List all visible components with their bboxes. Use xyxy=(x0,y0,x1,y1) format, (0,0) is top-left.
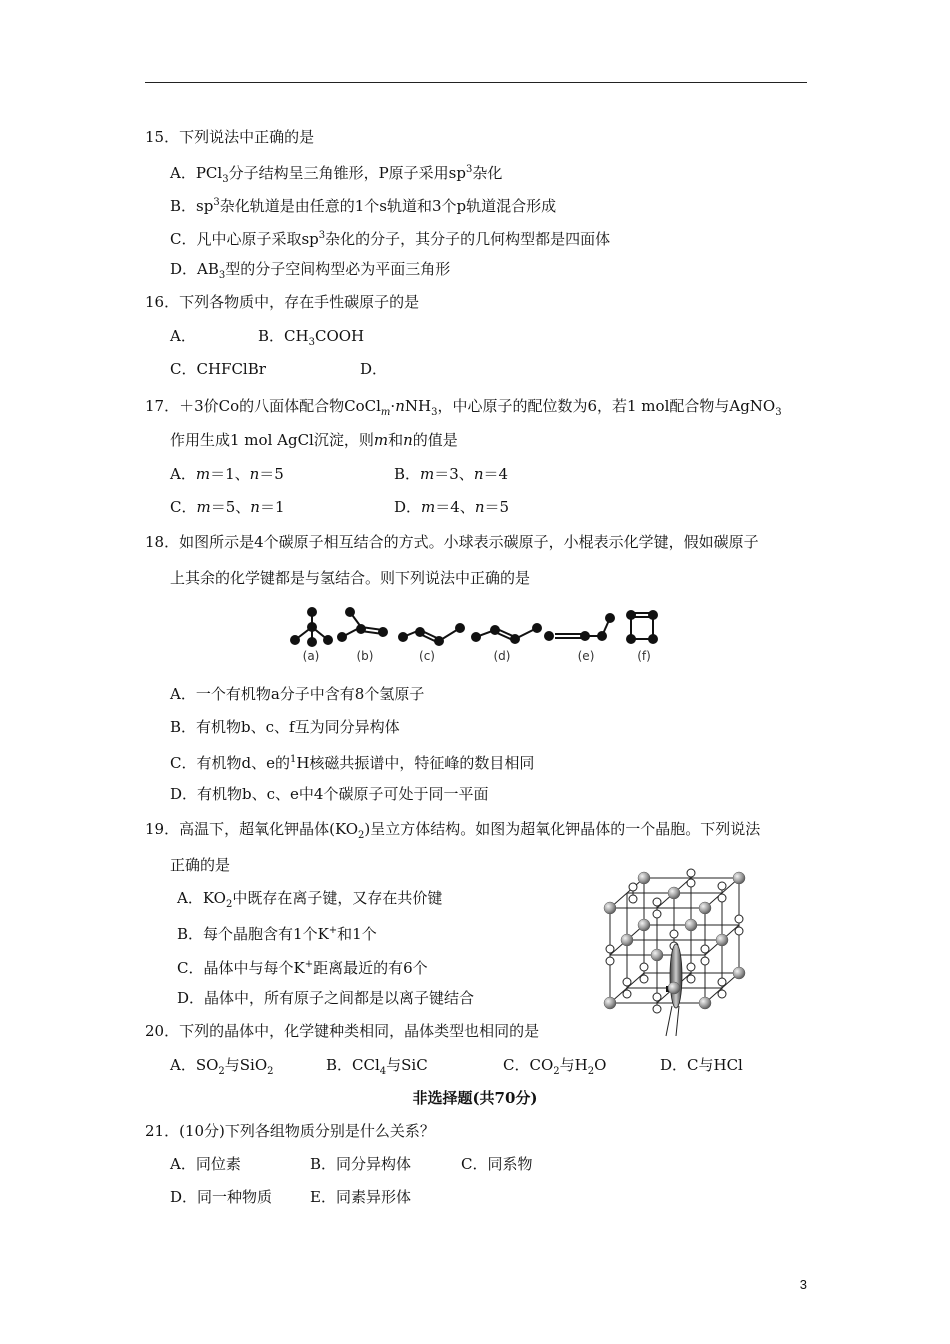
fig-label-d: (d) xyxy=(493,649,511,663)
q19-option-d: D．晶体中，所有原子之间都是以离子键结合 xyxy=(177,989,475,1007)
q19-stem-line2: 正确的是 xyxy=(170,856,231,874)
q20-option-b: B．CCl$_4$与SiC xyxy=(326,1056,428,1077)
q20-option-a: A．$SO_2$与SiO$_2$ xyxy=(170,1056,274,1077)
q15-option-c: C．凡中心原子采取$sp^3$杂化的分子，其分子的几何构型都是四面体 xyxy=(170,230,611,248)
q21-option-d: D．同一种物质 xyxy=(170,1188,273,1206)
q20-option-c: C．$CO_2$与$H_2O$ xyxy=(503,1056,607,1077)
q21-stem: 21．(10分)下列各组物质分别是什么关系？ xyxy=(145,1122,435,1140)
q17-option-a: A．m＝1、n＝5 xyxy=(170,465,284,483)
q18-stem: 18．如图所示是4个碳原子相互结合的方式。小球表示碳原子，小棍表示化学键，假如碳原子 xyxy=(145,533,759,551)
q18-option-a: A．一个有机物a分子中含有8个氢原子 xyxy=(170,685,425,703)
q15-option-d: D．$AB_3$型的分子空间构型必为平面三角形 xyxy=(170,260,451,281)
q15-stem: 15．下列说法中正确的是 xyxy=(145,128,315,146)
carbon-skeleton-figure xyxy=(285,604,670,666)
fig-label-a: (a) xyxy=(302,649,320,663)
q15-option-a: A．PCl$_3$分子结构呈三角锥形，P原子采用$sp^3$杂化 xyxy=(170,164,503,185)
q19-option-a: A．$KO_2$中既存在离子键，又存在共价键 xyxy=(177,889,443,910)
fig-label-b: (b) xyxy=(356,649,374,663)
q18-option-c: C．有机物d、e的$^1$H核磁共振谱中，特征峰的数目相同 xyxy=(170,754,535,772)
q20-stem: 20．下列的晶体中，化学键种类相同，晶体类型也相同的是 xyxy=(145,1022,540,1040)
fig-label-c: (c) xyxy=(419,649,435,663)
q21-option-a: A．同位素 xyxy=(170,1155,241,1173)
q21-option-b: B．同分异构体 xyxy=(310,1155,412,1173)
q17-stem-line2: 作用生成1 mol AgCl沉淀，则m和n的值是 xyxy=(170,431,458,449)
q19-option-b: B．每个晶胞含有1个K+和1个 xyxy=(177,925,377,943)
q17-option-d: D．m＝4、n＝5 xyxy=(394,498,510,516)
q18-stem-line2: 上其余的化学键都是与氢结合。则下列说法中正确的是 xyxy=(170,569,531,587)
page-number: 3 xyxy=(799,1277,807,1292)
ko2-unit-cell-figure xyxy=(596,866,756,1046)
q16-option-c: C．CHFClBr xyxy=(170,360,266,378)
q17-option-b: B．m＝3、n＝4 xyxy=(394,465,509,483)
q18-option-b: B．有机物b、c、f互为同分异构体 xyxy=(170,718,400,736)
q16-option-a: A． xyxy=(170,327,196,345)
q21-option-e: E．同素异形体 xyxy=(310,1188,411,1206)
q16-option-b: B．$CH_3COOH$ xyxy=(258,327,365,348)
q19-stem: 19．高温下，超氧化钾晶体$(KO_2)$呈立方体结构。如图为超氧化钾晶体的一个晶胞。下列说法 xyxy=(145,820,761,841)
section-title: 非选择题(共70分) xyxy=(412,1089,538,1107)
q19-option-c: C．晶体中与每个K+距离最近的有6个 xyxy=(177,959,428,977)
q16-option-d: D． xyxy=(360,360,388,378)
header-rule xyxy=(145,82,807,83)
fig-label-f: (f) xyxy=(637,649,651,663)
q15-option-b: B．$sp^3$杂化轨道是由任意的1个s轨道和3个p轨道混合形成 xyxy=(170,197,557,215)
q17-option-c: C．m＝5、n＝1 xyxy=(170,498,285,516)
q17-stem: 17．＋3价Co的八面体配合物CoCl$_m$·nNH$_3$，中心原子的配位数为6，若1 mol配合物与AgNO$_3$ xyxy=(145,397,782,418)
q18-option-d: D．有机物b、c、e中4个碳原子可处于同一平面 xyxy=(170,785,489,803)
q20-option-d: D．C与HCl xyxy=(660,1056,743,1074)
fig-label-e: (e) xyxy=(577,649,595,663)
q16-stem: 16．下列各物质中，存在手性碳原子的是 xyxy=(145,293,420,311)
q21-option-c: C．同系物 xyxy=(461,1155,533,1173)
